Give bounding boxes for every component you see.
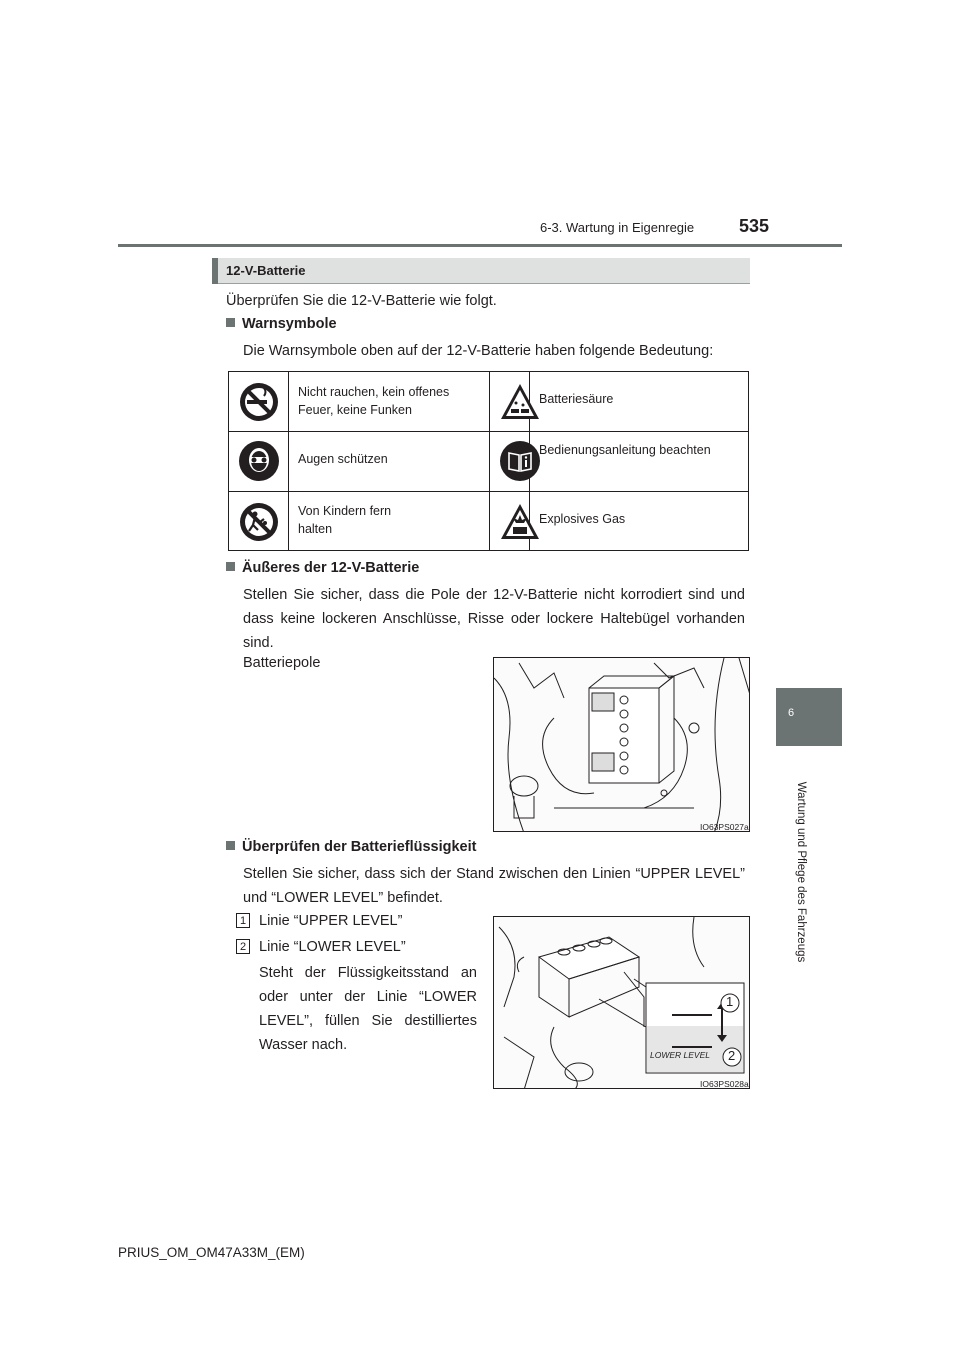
bullet-square-icon <box>226 318 235 327</box>
keep-children-away-icon <box>238 501 280 543</box>
callout-number-1: 1 <box>236 913 250 928</box>
figure-code: IO63PS028a <box>700 1079 749 1089</box>
manual-icon <box>499 440 541 482</box>
fluid-item-lower-level: Linie “LOWER LEVEL” <box>259 939 406 955</box>
section-intro: Überprüfen Sie die 12-V-Batterie wie folgt. <box>226 293 497 309</box>
warnings-text: Die Warnsymbole oben auf der 12-V-Batterie haben folgende Bedeutung: <box>243 343 714 359</box>
chapter-tab-number: 6 <box>788 707 795 719</box>
battery-terminals-figure <box>493 657 750 832</box>
fluid-item-upper-level: Linie “UPPER LEVEL” <box>259 913 403 929</box>
chapter-tab-title: Wartung und Pflege des Fahrzeugs <box>795 781 807 963</box>
warning-label-explosive-gas: Explosives Gas <box>539 512 626 526</box>
bullet-square-icon <box>226 841 235 850</box>
bullet-square-icon <box>226 562 235 571</box>
figure-label-battery-terminals: Batteriepole <box>243 655 321 671</box>
warnings-heading <box>226 316 337 332</box>
footer-doc-id: PRIUS_OM_OM47A33M_(EM) <box>118 1245 305 1260</box>
no-smoking-icon <box>238 381 280 423</box>
fluid-heading <box>226 839 476 855</box>
figure-callout-1: 1 <box>726 994 734 1009</box>
header-rule <box>118 244 842 247</box>
battery-terminals-illustration <box>494 658 750 832</box>
figure-callout-2: 2 <box>728 1048 736 1063</box>
warning-symbols-table <box>228 371 749 551</box>
section-heading-accent <box>212 258 218 284</box>
section-title: 12-V-Batterie <box>226 263 306 278</box>
battery-fluid-figure <box>493 916 750 1089</box>
warning-label-no-smoking: Nicht rauchen, kein offenes Feuer, keine Funken <box>298 385 450 417</box>
warning-label-children: Von Kindern fern halten <box>298 504 392 536</box>
battery-fluid-illustration <box>494 917 750 1089</box>
exterior-heading <box>226 560 419 576</box>
warnings-heading-text: Warnsymbole <box>242 316 337 332</box>
fluid-text: Stellen Sie sicher, dass sich der Stand zwischen den Linien “UPPER LEVEL” und “LOWER LEVEL” befindet. <box>243 866 745 906</box>
warning-label-manual: Bedienungsanleitung beachten <box>539 443 711 457</box>
page-number: 535 <box>739 216 770 236</box>
warning-label-eye-protection: Augen schützen <box>298 452 388 466</box>
callout-number-2: 2 <box>236 939 250 954</box>
fluid-note: Steht der Flüssigkeitsstand an oder unter der Linie “LOWER LEVEL”, füllen Sie destilliertes Wasser nach. <box>259 965 477 1053</box>
lower-level-marking: LOWER LEVEL <box>650 1050 710 1060</box>
header-section-title: 6-3. Wartung in Eigenregie <box>540 220 695 235</box>
battery-acid-icon <box>499 381 541 423</box>
figure-code: IO63PS027a <box>700 822 749 832</box>
warning-label-battery-acid: Batteriesäure <box>539 392 614 406</box>
exterior-text: Stellen Sie sicher, dass die Pole der 12-V-Batterie nicht korrodiert sind und dass keine lockeren Anschlüsse, Risse oder lockere Haltebügel vorhanden sind. <box>243 587 745 651</box>
fluid-heading-text: Überprüfen der Batterieflüssigkeit <box>242 839 477 855</box>
explosive-gas-icon <box>499 501 541 543</box>
chapter-tab <box>776 688 842 746</box>
eye-protection-icon <box>238 440 280 482</box>
exterior-heading-text: Äußeres der 12-V-Batterie <box>242 560 420 576</box>
